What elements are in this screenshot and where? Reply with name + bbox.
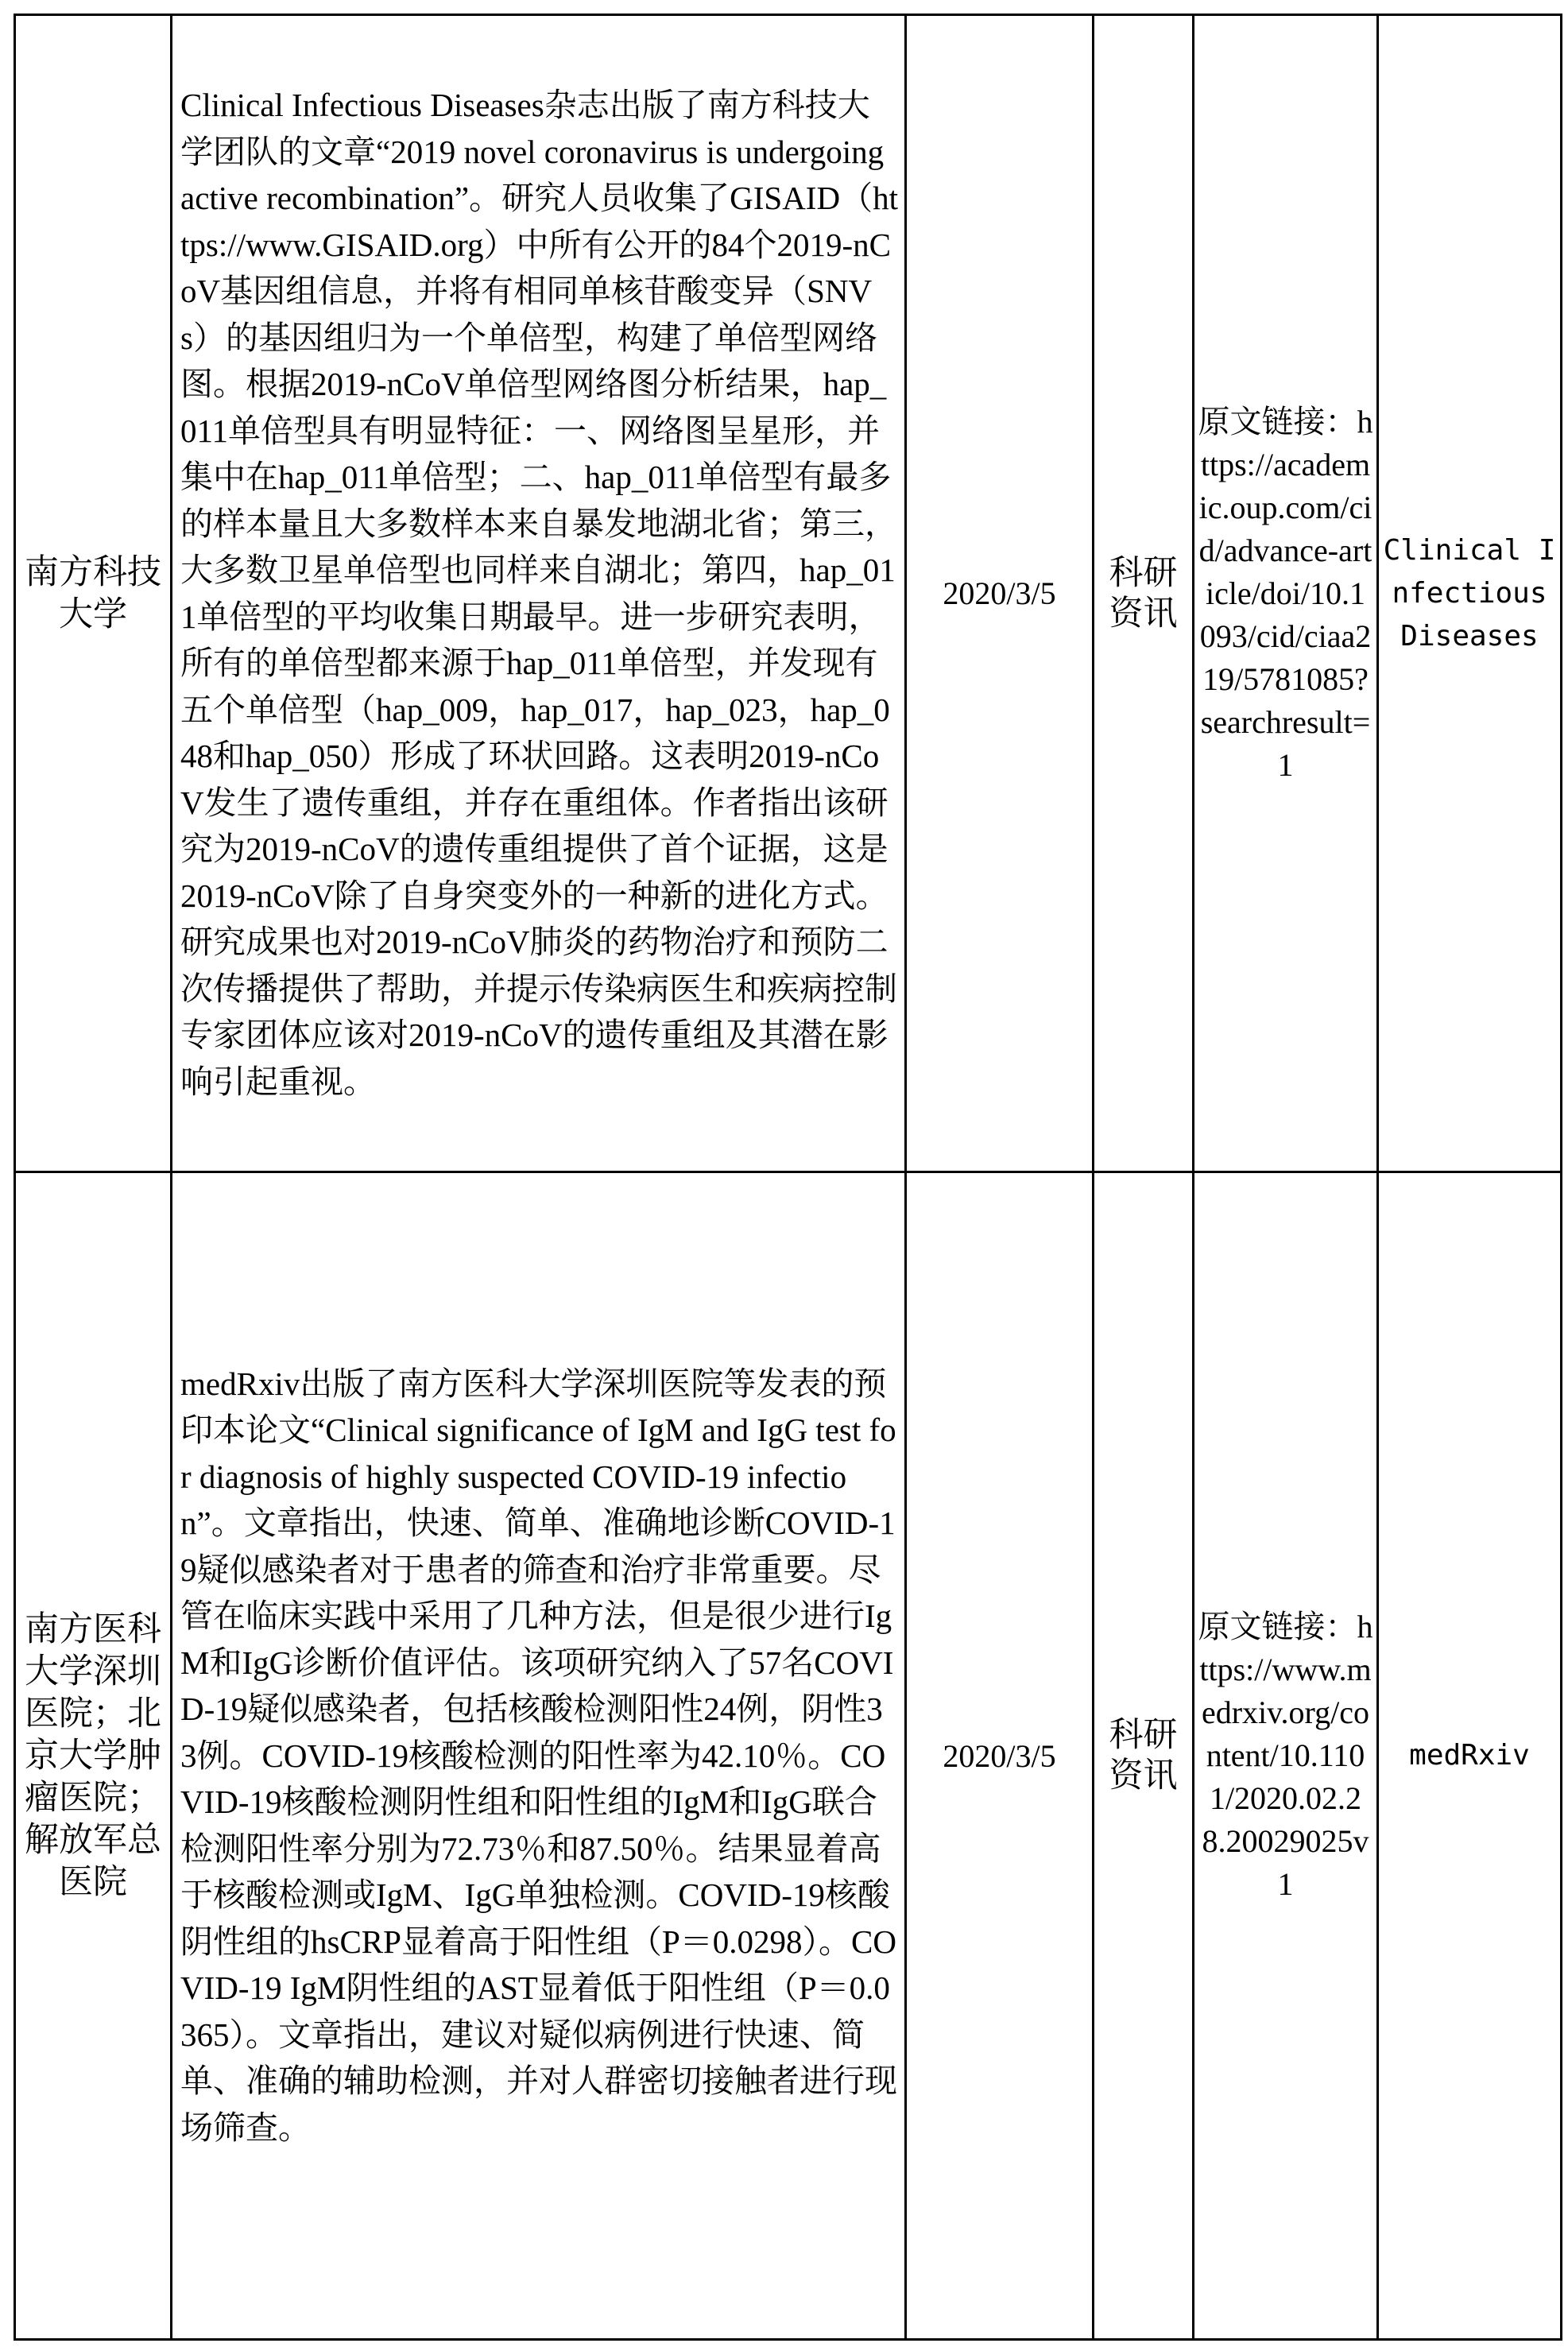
source-name-cell: medRxiv	[1378, 1172, 1562, 2340]
date-cell: 2020/3/5	[906, 1172, 1094, 2340]
category-cell: 科研资讯	[1094, 15, 1194, 1172]
table-row	[15, 15, 1562, 1172]
source-name-cell: Clinical Infectious Diseases	[1378, 15, 1562, 1172]
date-cell: 2020/3/5	[906, 15, 1094, 1172]
category-cell: 科研资讯	[1094, 1172, 1194, 2340]
summary-cell: Clinical Infectious Diseases杂志出版了南方科技大学团队的文章“2019 novel coronavirus is undergoing active recombination”。研究人员收集了GISAID（https://www.GISAID.org）中所有公开的84个2019-nCoV基因组信息，并将有相同单核苷酸变异（SNVs）的基因组归为一个单倍型，构建了单倍型网络图。根据2019-nCoV单倍型网络图分析结果，hap_011单倍型具有明显特征：一、网络图呈星形，并集中在hap_011单倍型；二、hap_011单倍型有最多的样本量且大多数样本来自暴发地湖北省；第三，大多数卫星单倍型也同样来自湖北；第四，hap_011单倍型的平均收集日期最早。进一步研究表明，所有的单倍型都来源于hap_011单倍型，并发现有五个单倍型（hap_009，hap_017，hap_023，hap_048和hap_050）形成了环状回路。这表明2019-nCoV发生了遗传重组，并存在重组体。作者指出该研究为2019-nCoV的遗传重组提供了首个证据，这是2019-nCoV除了自身突变外的一种新的进化方式。研究成果也对2019-nCoV肺炎的药物治疗和预防二次传播提供了帮助，并提示传染病医生和疾病控制专家团体应该对2019-nCoV的遗传重组及其潜在影响引起重视。	[172, 15, 906, 1172]
news-table	[14, 14, 1562, 2341]
institution-cell: 南方科技大学	[15, 15, 172, 1172]
source-link-cell[interactable]: 原文链接：https://academic.oup.com/cid/advance-article/doi/10.1093/cid/ciaa219/5781085?searchresult=1	[1194, 15, 1378, 1172]
source-link-cell[interactable]: 原文链接：https://www.medrxiv.org/content/10.1101/2020.02.28.20029025v1	[1194, 1172, 1378, 2340]
summary-cell: medRxiv出版了南方医科大学深圳医院等发表的预印本论文“Clinical significance of IgM and IgG test for diagnosis of highly suspected COVID-19 infection”。文章指出，快速、简单、准确地诊断COVID-19疑似感染者对于患者的筛查和治疗非常重要。尽管在临床实践中采用了几种方法，但是很少进行IgM和IgG诊断价值评估。该项研究纳入了57名COVID-19疑似感染者，包括核酸检测阳性24例，阴性33例。COVID-19核酸检测的阳性率为42.10％。COVID-19核酸检测阴性组和阳性组的IgM和IgG联合检测阳性率分别为72.73％和87.50％。结果显着高于核酸检测或IgM、IgG单独检测。COVID-19核酸阴性组的hsCRP显着高于阳性组（P＝0.0298）。COVID-19 IgM阴性组的AST显着低于阳性组（P＝0.0365）。文章指出，建议对疑似病例进行快速、简单、准确的辅助检测，并对人群密切接触者进行现场筛查。	[172, 1172, 906, 2340]
table-row	[15, 1172, 1562, 2340]
institution-cell: 南方医科大学深圳医院；北京大学肿瘤医院；解放军总医院	[15, 1172, 172, 2340]
